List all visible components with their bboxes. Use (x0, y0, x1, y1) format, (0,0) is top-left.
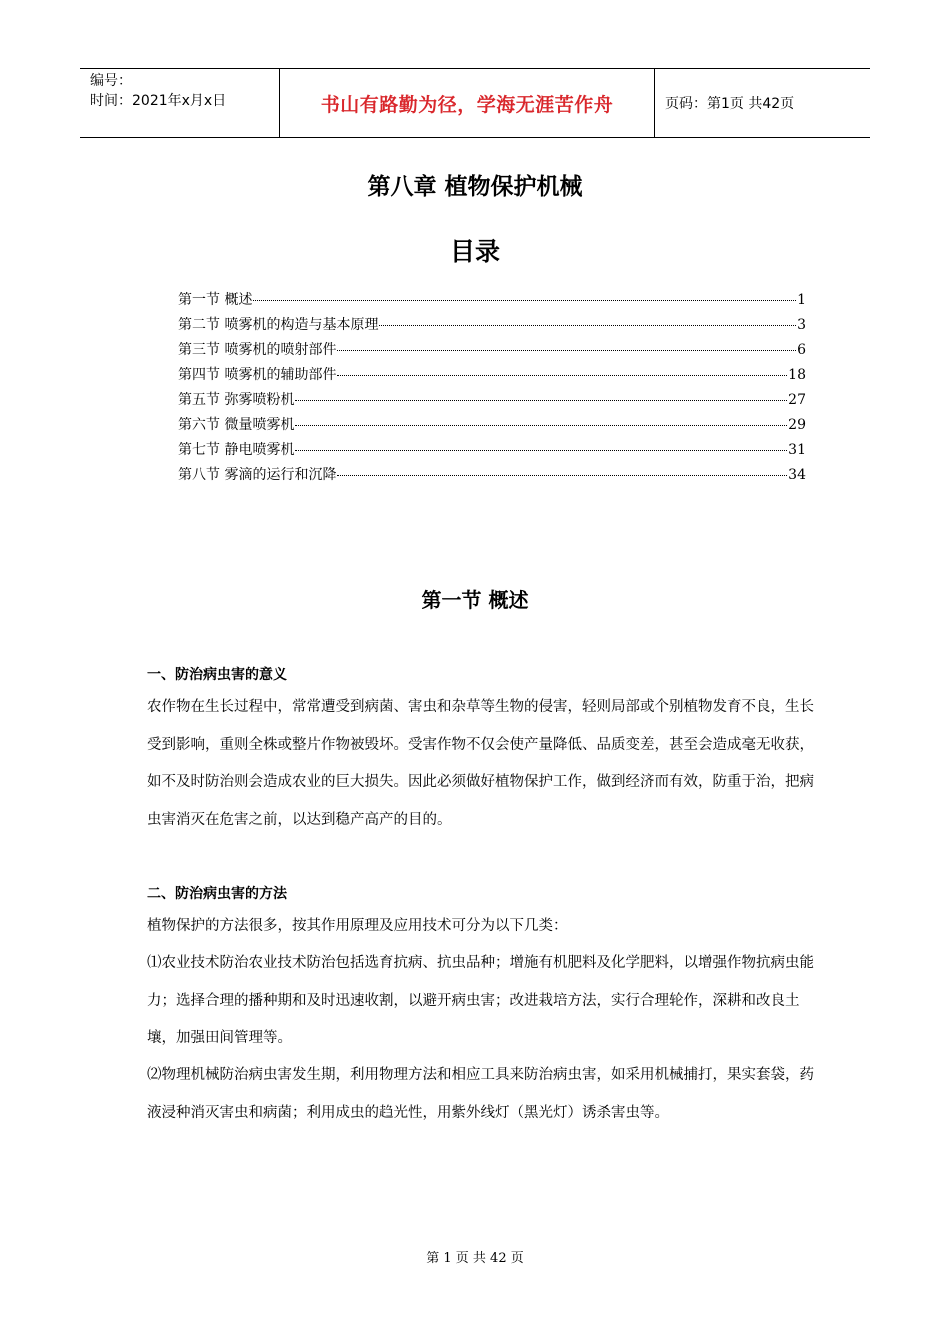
toc-item-page: 27 (788, 392, 806, 408)
toc-title: 目录 (449, 237, 500, 266)
toc-item[interactable] (178, 464, 806, 489)
header-meta (80, 69, 280, 137)
toc-leader-dots (295, 400, 787, 401)
toc-item-page: 34 (788, 467, 806, 483)
paragraph-physical-control: ⑵物理机械防治病虫害发生期，利用物理方法和相应工具来防治病虫害，如采用机械捕打，果实套袋，药液浸种消灭害虫和病菌；利用成虫的趋光性，用紫外线灯（黑光灯）诱杀害虫等。 (147, 1067, 814, 1121)
toc-item-page: 31 (788, 442, 806, 458)
page-footer: 第 1 页 共 42 页 (426, 1251, 524, 1266)
toc-item-page: 3 (797, 317, 806, 333)
paragraph-methods-intro: 植物保护的方法很多，按其作用原理及应用技术可分为以下几类： (147, 918, 568, 934)
toc-item-page: 1 (797, 292, 806, 308)
header-page-info: 页码：第1页 共42页 (665, 96, 795, 112)
header-motto: 书山有路勤为径，学海无涯苦作舟 (280, 69, 655, 137)
toc-item-label: 第三节 喷雾机的喷射部件 (178, 342, 337, 358)
number-label: 编号： (90, 73, 132, 89)
toc-leader-dots (379, 325, 796, 326)
header-table (80, 68, 870, 138)
toc-leader-dots (295, 425, 787, 426)
toc-item[interactable] (178, 389, 806, 414)
subheading-significance: 一、防治病虫害的意义 (147, 667, 287, 683)
toc-item[interactable] (178, 314, 806, 339)
toc-item-label: 第六节 微量喷雾机 (178, 417, 295, 433)
toc-item-label: 第八节 雾滴的运行和沉降 (178, 467, 337, 483)
toc-item-page: 18 (788, 367, 806, 383)
toc-item-label: 第七节 静电喷雾机 (178, 442, 295, 458)
toc-item[interactable] (178, 289, 806, 314)
toc-leader-dots (337, 350, 796, 351)
toc-item-page: 6 (797, 342, 806, 358)
paragraph-agricultural-control: ⑴农业技术防治农业技术防治包括选育抗病、抗虫品种；增施有机肥料及化学肥料，以增强作物抗病虫能力；选择合理的播种期和及时迅速收割，以避开病虫害；改进栽培方法，实行合理轮作，深耕和改良土壤，加强田间管理等。 (147, 955, 814, 1046)
toc-leader-dots (337, 475, 787, 476)
time-label: 时间：2021年x月x日 (90, 93, 227, 109)
toc-item-label: 第四节 喷雾机的辅助部件 (178, 367, 337, 383)
toc-item-label: 第五节 弥雾喷粉机 (178, 392, 295, 408)
paragraph-significance: 农作物在生长过程中，常常遭受到病菌、害虫和杂草等生物的侵害，轻则局部或个别植物发育不良，生长受到影响，重则全株或整片作物被毁坏。受害作物不仅会使产量降低、品质变差，甚至会造成毫无收获，如不及时防治则会造成农业的巨大损失。因此必须做好植物保护工作，做到经济而有效，防重于治，把病虫害消灭在危害之前，以达到稳产高产的目的。 (147, 699, 814, 828)
toc-item-label: 第二节 喷雾机的构造与基本原理 (178, 317, 379, 333)
toc-item[interactable] (178, 414, 806, 439)
toc-item[interactable] (178, 364, 806, 389)
table-of-contents (178, 289, 806, 489)
toc-item-label: 第一节 概述 (178, 292, 253, 308)
toc-leader-dots (337, 375, 787, 376)
chapter-title: 第八章 植物保护机械 (367, 174, 583, 200)
toc-item[interactable] (178, 439, 806, 464)
subheading-methods: 二、防治病虫害的方法 (147, 886, 287, 902)
toc-leader-dots (253, 300, 796, 301)
toc-leader-dots (295, 450, 787, 451)
toc-item-page: 29 (788, 417, 806, 433)
section-title: 第一节 概述 (421, 588, 529, 612)
toc-item[interactable] (178, 339, 806, 364)
